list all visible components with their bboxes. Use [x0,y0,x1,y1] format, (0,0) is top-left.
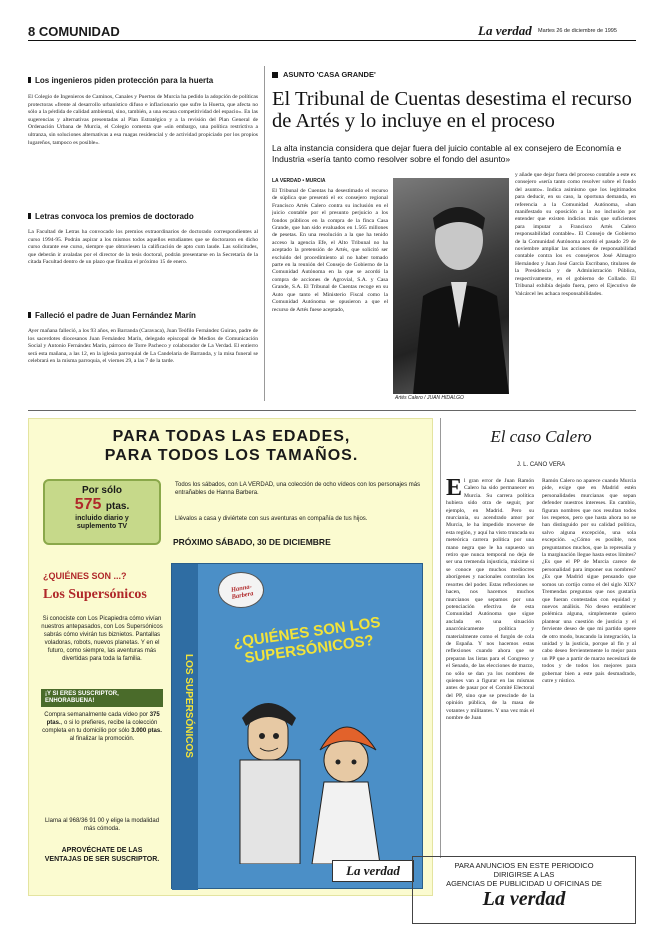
subscriber-box [41,689,163,743]
subscriber-text [41,711,163,743]
cartoon-characters-illustration [212,674,412,864]
vhs-logo: La verdad [332,860,414,882]
advertising-notice [412,856,636,924]
vhs-cover [171,563,423,889]
subscriber-price-2: 3.000 ptas. [131,728,162,734]
vhs-spine-title: LOS SUPERSÓNICOS [183,654,194,758]
brief-title: Los ingenieros piden protección para la huerta [28,76,258,85]
subscriber-price-1: 375 ptas. [46,712,160,726]
column-divider [264,66,265,401]
column-divider [440,418,441,858]
story-kicker: ASUNTO 'CASA GRANDE' [272,70,376,79]
price-unit: ptas. [105,501,130,512]
opinion-author: J. L. CANO VERA [516,462,566,468]
call-to-phone: Llama al 968/36 91 00 y elige la modalidad más cómoda. [44,818,160,832]
header-rule [28,40,636,41]
opinion-title: El caso Calero [490,427,592,446]
ad-intro: Todos los sábados, con LA VERDAD, una colección de ocho vídeos con los personajes más entrañables de Hanna Barbera. [175,482,421,496]
brief-body: El Colegio de Ingenieros de Caminos, Canales y Puertos de Murcia ha pedido la adopción de políticas protectoras «frente al desarrollo urbanístico difuso e inflacionario que sufre la Huerta, que afecta no sólo a la pérdida de calidad ambiental, sino, también, a una escasa competitividad del espacio». En las sugerencias y alternativas presentadas al Plan Estratégico y a la revisión del Plan General de Ordenación Urbana de Murcia, el Colegio comenta que «sin embargo, una política restrictiva a ultranza, sin soluciones alternativas a esa ruagas residencial y de actividad propiciado por los propios lugareños, tampoco es posible». [28,94,258,146]
ad-cta: APROVÉCHATE DE LAS VENTAJAS DE SER SUSCRIPTOR. [44,847,160,863]
hanna-barbera-logo: Hanna-Barbera [230,583,255,601]
ad-intro-2: Llévalos a casa y diviértete con sus aventuras en compañía de tus hijos. [175,516,368,522]
opinion-text-1: l gran error de Juan Ramón Calero ha sido permanecer en Murcia. Su carrera política hubiera sido otra de seguir, por ejemplo, en Madrid. Pero su murcianía, su acendrado amor por Murcia, le ha impedido moverse de esta región, y aquí ha visto truncada su meteórica carrera política por una mano negra que le ha supuesto un retiro que nunca temporal no deja de ser una tremenda injusticia, máxime si se conoce que muchos mediocres aborígenes y nacionales controlan los resortes del poder. Estas reflexiones se hacen, nos hacemos muchos murcianos que sepamos por una potenciación efectiva de esta Comunidad Autónoma que sigue anclada en una situación anacrónicamente política y materialmente como el furgón de cola de España. Y nos hacemos estas reflexiones cuando ahora que se preparan las listas para el Congreso y el Senado, de las elecciones de marzo, no sólo se dan ya los nombres de quienes van a figurar en las mismas antes de pasar por el Comité Electoral del PP, sino que se prescinde de la opinión pública, de la masa de votantes y militantes. Y una vez más el nombre de Juan [446,478,534,721]
portrait-figure [393,178,509,394]
ad-question: ¿QUIÉNES SON ...? [43,571,127,581]
drop-cap: E [446,478,463,501]
story-subhead: La alta instancia considera que dejar fuera del juicio contable al ex consejero de Economía e Industria «sería tanto como resolver sobre el fondo del asunto» [272,143,622,164]
vhs-advertisement [28,418,433,896]
brief-title: Letras convoca los premios de doctorado [28,212,258,221]
brief-body: Ayer mañana falleció, a los 93 años, en Barranda (Caravaca), Juan Teófilo Fernández Guirao, padre de los sacerdotes diocesanos Juan Fernández Marín, delegado episcopal de Medios de Comunicación Social y Antonio Fernández Marín, párroco de Torre Pacheco y colaborador de La Verdad. El entierro será esta mañana, a las 12, en la iglesia parroquial de La Candelaria de Barranda, y la misa funeral se celebrará en la misma parroquia, el viernes 29, a las 7 de la tarde. [28,328,258,365]
story-byline: LA VERDAD • MURCIA [272,178,326,184]
notice-line-1: PARA ANUNCIOS EN ESTE PERIODICO [454,861,594,870]
ad-next-date: PRÓXIMO SÁBADO, 30 DE DICIEMBRE [173,537,331,547]
price-note: incluido diario y [75,515,129,522]
price-note: suplemento TV [76,523,128,530]
subscriber-heading-2: ENHORABUENA! [45,698,95,704]
subscriber-heading-1: ¡Y SI ERES SUSCRIPTOR, [45,691,119,697]
story-column-1: El Tribunal de Cuentas ha desestimado el recurso de súplica que presentó el ex consejero regional Francisco Artés Calero contra su inclusión en el juicio contable por el presunto perjuicio a los fondos públicos en la compra de la finca Casa Grande, que han sido evaluados en 1.565 millones de pesetas. En una resolución a la que ha tenido acceso la agencia Efe, el Alto Tribunal no ha aceptado la pretensión de Artés, que solicitó ser excluido del procedimiento al no haber tomado parte en la reunión del Consejo de Gobierno de la Comunidad Autónoma en la que se acordó la compra de acciones de Agrovial, S.A. y Casa Grande, S.A. El Tribunal de Cuentas recoge en su Auto que tanto el Ministerio Fiscal como la Comunidad Autónoma se opusieron a que el recurso de Artés fuese aceptado, [272,188,388,313]
price-box [43,479,161,545]
ad-headline-1: PARA TODAS LAS EDADES, [112,428,351,445]
brief-title: Falleció el padre de Juan Fernández Marín [28,311,258,320]
subscriber-heading [41,689,163,707]
photo-caption: Artés Calero / JUAN HIDALGO [395,395,464,401]
show-name: Los Supersónicos [43,587,147,602]
subscriber-text-2: , o si lo prefieres, recibe la colección completa en tu domicilio por sólo [42,720,158,734]
vhs-title: ¿QUIÉNES SON LOS SUPERSÓNICOS? [232,613,382,667]
price-pre: Por sólo [81,485,122,496]
show-description: Si conociste con Los Picapiedra cómo vivían nuestros antepasados, con Los Supersónicos sabrás cómo vivirán tus biznietos. Pantallas voladoras, robots, nuevos planetas. Y en el futuro, como siempre, las aventuras más divertidas para toda la familia. [41,616,163,662]
story-column-3: y añade que dejar fuera del proceso contable a este ex consejero «sería tanto como resolver sobre el fondo del asunto». Indica asimismo que los legitimados para deducir, en su caso, la oportuna demanda, en referencia a la Comunidad Autónoma, «han manifestado su oposición a la no inclusión por entender que existen indicios más que suficientes para imputar a Francisco Artés Calero responsabilidad contable». El Consejo de Gobierno de la Comunidad Autónoma acordó el pasado 29 de noviembre ampliar las acciones de responsabilidad contable contra los ex consejeros José Almagro Hernández y Juan José García Escribano, titulares de la Presidencia y de Administración Pública, respectivamente, en el gobierno de Collado. El Tribunal exhibía dejado fuera, pero el Ejecutivo de Valcárcel les achaca responsabilidades. [515,172,636,297]
opinion-column-1 [446,478,534,848]
subscriber-text-1: Compra semanalmente cada vídeo por [44,712,149,718]
masthead-logo: La verdad [478,23,532,38]
footer-logo: La verdad [482,888,566,910]
price-value: 575 [74,496,102,513]
brief-body: La Facultad de Letras ha convocado los premios extraordinarios de doctorado correspondientes al curso 1994-95. Podrán aspirar a los mismos todos aquellos estudiantes que se doctoraron en dicho curso durante ese curso, siempre que obtuviesen la calificación de apto cum laude. Las solicitudes, que deberán ir avaladas por el director de la tesis doctoral, podrán presentarse en la Secretaría de la citada Facultad dentro de un plazo que finaliza el próximo 15 de enero. [28,229,258,266]
opinion-column-2: Ramón Calero no aparece cuando Murcia pide, exige que en Madrid estén personalidades murcianas que sepan defender nuestros intereses. En cambio, figuran nombres que nos resultan todos los respetos, pero que hasta ahora no se han distinguido por su calidad política, salvo alguna excepción, una sola excepción. «¿Cómo es posible, nos preguntamos muchos, que la represalia y la marginación llegue hasta estos límites? ¿Es que el PP de Murcia carece de personalidad para imponer sus nombres? ¿Es que Madrid sigue pensando que somos un cortijo como el del siglo XIX? Tremendas preguntas que nos gustaría que fueran contestadas con equidad y nuevos análisis. No deseo establecer polémica alguna, simplemente quiero plantear una cuestión de justicia y el ferviente deseo de que mi partido opere de otro modo, buscando la integración, la unidad y la justicia, porque al fin y al cabo deseo fervientemente lo mejor para un PP que a partir de marzo necesitará de todos y de todos los mejores para gobernar bien a este país desmadrado, cutre y rústico. [542,478,636,684]
subscriber-text-3: al finalizar la promoción. [69,736,135,742]
section-rule [28,410,636,411]
notice-line-2: DIRIGIRSE A LAS [493,870,555,879]
briefs-column [28,76,258,400]
issue-date: Martes 26 de diciembre de 1995 [538,28,617,34]
portrait-photo [393,178,509,394]
hanna-barbera-badge [218,572,264,608]
section-title: 8 COMUNIDAD [28,24,120,39]
story-headline: El Tribunal de Cuentas desestima el recurso de Artés y lo incluye en el proceso [272,88,632,132]
ad-headline-2: PARA TODOS LOS TAMAÑOS. [104,447,359,464]
notice-line-3: AGENCIAS DE PUBLICIDAD U OFICINAS DE [446,879,602,888]
